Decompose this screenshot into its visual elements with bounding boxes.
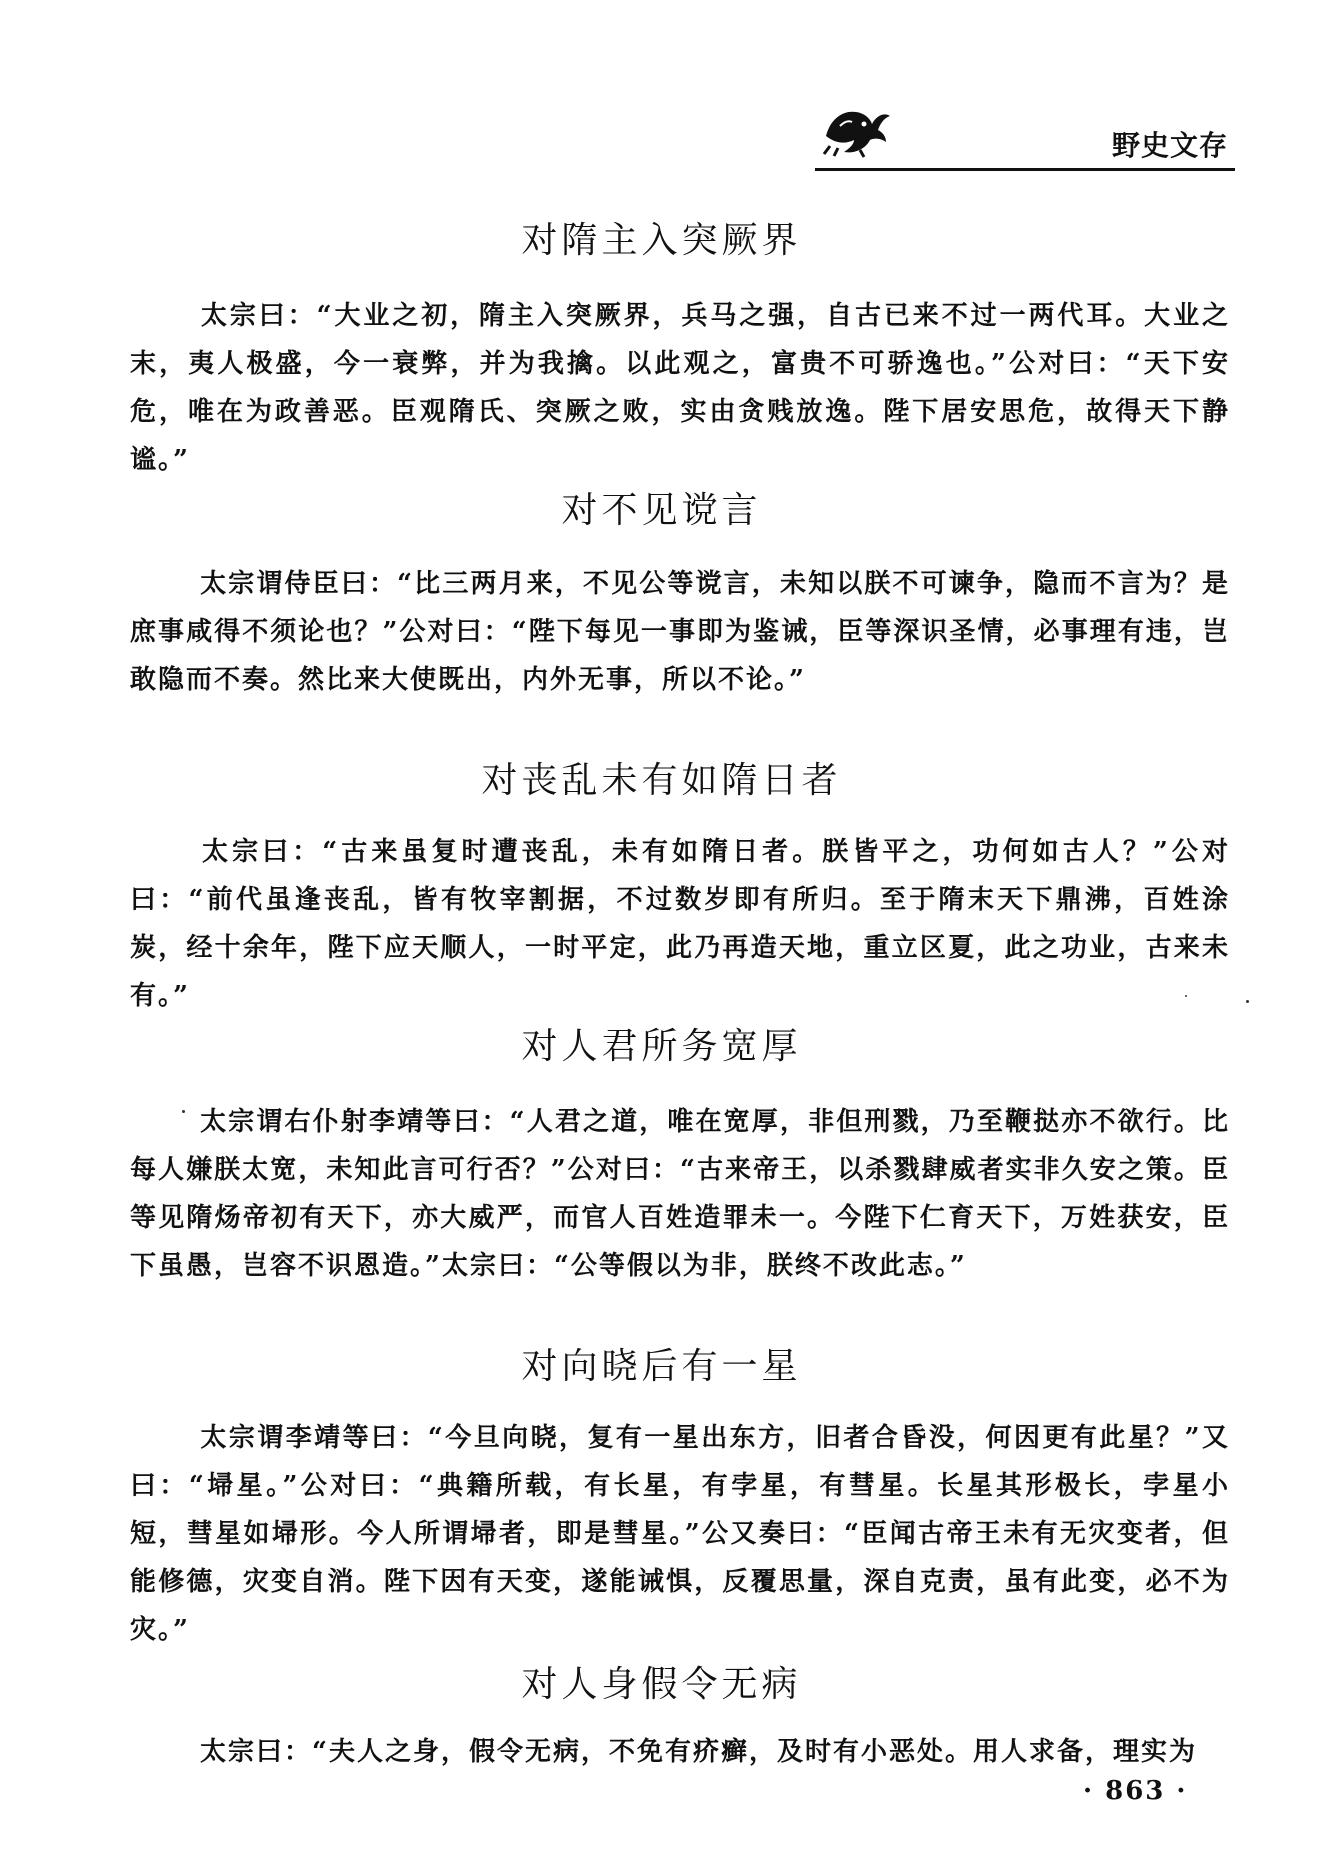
section-text: 太宗谓李靖等曰：“今旦向晓，复有一星出东方，旧者合昏没，何因更有此星？”又曰：“埽星。”公对曰：“典籍所载，有长星，有孛星，有彗星。长星其形极长，孛星小短，彗星如埽形。今人所谓埽者，即是彗星。”公又奏曰：“臣闻古帝王未有无灾变者，但能修德，灾变自消。陛下因有天变，遂能诫惧，反覆思量，深自克责，虽有此变，必不为灾。” [130,1423,1230,1645]
section-title: 对不见谠言 [561,490,762,531]
header-title: 野史文存 [1112,129,1229,162]
section-title: 对隋主入突厥界 [521,220,802,261]
header-rule [815,168,1235,171]
scan-speck [182,1110,185,1113]
scan-speck [1185,995,1187,997]
section-body [130,560,1230,704]
scan-speck [1246,1000,1249,1003]
section-body [130,1414,1230,1654]
section-body [130,828,1230,1020]
section-text: 太宗曰：“夫人之身，假令无病，不免有疥癣，及时有小恶处。用人求备，理实为 [200,1737,1197,1767]
section-body [130,1098,1230,1290]
section-title: 对丧乱未有如隋日者 [481,760,842,801]
section-body [130,1728,1230,1776]
section-title: 对向晓后有一星 [521,1346,802,1387]
section-text: 太宗曰：“古来虽复时遭丧乱，未有如隋日者。朕皆平之，功何如古人？”公对曰：“前代虽逢丧乱，皆有牧宰割据，不过数岁即有所归。至于隋末天下鼎沸，百姓涂炭，经十余年，陛下应天顺人，一时平定，此乃再造天地，重立区夏，此之功业，古来未有。” [130,837,1230,1011]
section-text: 太宗曰：“大业之初，隋主入突厥界，兵马之强，自古已来不过一两代耳。大业之末，夷人极盛，今一衰弊，并为我擒。以此观之，富贵不可骄逸也。”公对曰：“天下安危，唯在为政善恶。臣观隋氏、突厥之败，实由贪贱放逸。陛下居安思危，故得天下静谧。” [130,301,1230,475]
section-body [130,292,1230,484]
dragon-emblem-icon [820,96,894,158]
page-number: · 863 · [1083,1776,1188,1806]
section-text: 太宗谓侍臣曰：“比三两月来，不见公等谠言，未知以朕不可谏争，隐而不言为？是庶事咸得不须论也？”公对曰：“陛下每见一事即为鉴诫，臣等深识圣情，必事理有违，岂敢隐而不奏。然比来大使既出，内外无事，所以不论。” [130,569,1230,695]
section-text: 太宗谓右仆射李靖等曰：“人君之道，唯在宽厚，非但刑戮，乃至鞭挞亦不欲行。比每人嫌朕太宽，未知此言可行否？”公对曰：“古来帝王，以杀戮肆威者实非久安之策。臣等见隋炀帝初有天下，亦大威严，而官人百姓造罪未一。今陛下仁育天下，万姓获安，臣下虽愚，岂容不识恩造。”太宗曰：“公等假以为非，朕终不改此志。” [130,1107,1230,1281]
section-title: 对人身假令无病 [521,1664,802,1705]
section-title: 对人君所务宽厚 [521,1026,802,1067]
